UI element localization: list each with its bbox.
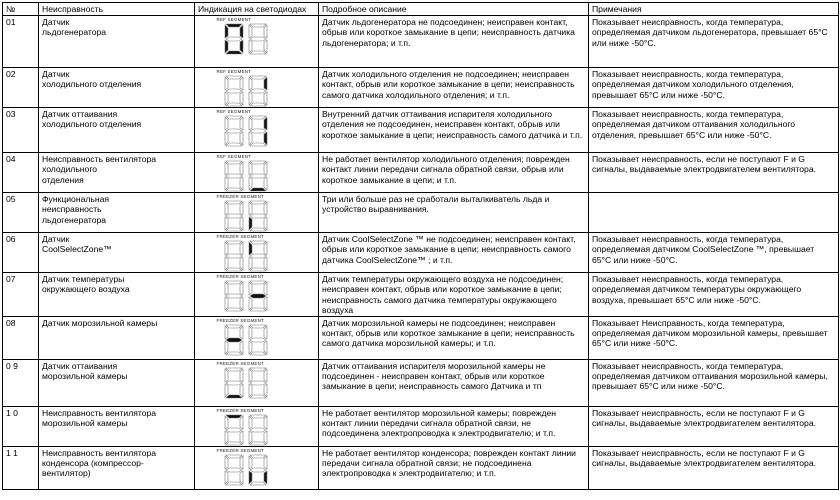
seven-segment-digits	[215, 160, 275, 193]
led-caption: FREEZER SEGMENT	[216, 408, 265, 414]
led-caption: REF SEGMENT	[216, 69, 252, 75]
fault-note: Показывает неисправность, если не поступают F и G сигналы, выдаваемые электродвигателем вентилятора.	[589, 153, 839, 193]
led-indication	[195, 447, 319, 490]
fault-description: Не работает вентилятор холодильного отделения; поврежден контакт линии передачи сигнала обратной связи, обрыв или короткое замыкание в цепи; и т.п.	[319, 153, 589, 193]
row-number: 05	[3, 193, 39, 233]
fault-description: Внутренний датчик оттаивания испарителя холодильного отделения не подсоединен, неисправен контакт, обрыв или короткое замыкание в цепи; неисправность самого датчика и т.п.	[319, 108, 589, 153]
fault-description: Датчик льдогенератора не подсоединен; неисправен контакт, обрыв или короткое замыкание в цепи; неисправность датчика льдогенератора; и т.п.	[319, 16, 589, 68]
led-indication	[195, 68, 319, 108]
fault-description: Датчик морозильной камеры не подсоединен; неисправен контакт, обрыв или короткое замыкание в цепи; неисправность самого датчика морозильной камеры; и т.п.	[319, 317, 589, 360]
fault-description: Датчик CoolSelectZone ™ не подсоединен; неисправен контакт, обрыв или короткое замыкание в цепи; неисправность самого датчика CoolSelectZone™ ; и т.п.	[319, 233, 589, 273]
fault-description: Датчик температуры окружающего воздуха не подсоединен; неисправен контакт, обрыв или короткое замыкание в цепи; неисправность самого датчика температуры окружающего воздуха	[319, 273, 589, 317]
table-row	[3, 317, 839, 360]
header-description: Подробное описание	[319, 3, 589, 16]
header-fault: Неисправность	[39, 3, 195, 16]
led-indication	[195, 153, 319, 193]
led-caption: REF SEGMENT	[216, 154, 252, 160]
row-number: 08	[3, 317, 39, 360]
row-number: 02	[3, 68, 39, 108]
fault-name: Датчик CoolSelectZone™	[39, 233, 195, 273]
row-number: 04	[3, 153, 39, 193]
row-number: 03	[3, 108, 39, 153]
row-number: 1 1	[3, 447, 39, 490]
fault-description: Датчик оттаивания испарителя морозильной камеры не подсоединен - неисправен контакт, обрыв или короткое замыкание в цепи; неисправность самого Датчика и тп	[319, 360, 589, 407]
fault-note: Показывает неисправность, когда температура, определяемая датчиком температуры окружающего воздуха, превышает 65°C или ниже -50°C.	[589, 273, 839, 317]
led-display	[215, 17, 299, 55]
header-indication: Индикация на светодиодах	[195, 3, 319, 16]
fault-name: Датчик холодильного отделения	[39, 68, 195, 108]
seven-segment-digits	[215, 23, 275, 56]
fault-note: Показывает неисправность, когда температура, определяемая датчиком холодильного отделения, превышает 65°C или ниже -50°C.	[589, 68, 839, 108]
fault-name: Датчик морозильной камеры	[39, 317, 195, 360]
fault-name: Датчик температуры окружающего воздуха	[39, 273, 195, 317]
fault-name: Неисправность вентилятора конденсора (компрессор- вентилятор)	[39, 447, 195, 490]
led-indication	[195, 16, 319, 68]
led-indication	[195, 360, 319, 407]
led-indication	[195, 407, 319, 447]
fault-name: Датчик оттаивания морозильной камеры	[39, 360, 195, 407]
led-caption: FREEZER SEGMENT	[216, 194, 265, 200]
seven-segment-digits	[215, 454, 275, 487]
table-row	[3, 233, 839, 273]
row-number: 0 9	[3, 360, 39, 407]
fault-note: Показывает неисправность, когда температура, определяемая датчиком оттаивания холодильного отделения, превышает 65°C или ниже -50°C.	[589, 108, 839, 153]
seven-segment-digits	[215, 414, 275, 447]
fault-description: Три или больше раз не сработали выталкиватель льда и устройство выравнивания.	[319, 193, 589, 233]
led-display	[215, 234, 299, 272]
fault-name: Датчик льдогенератора	[39, 16, 195, 68]
fault-description: Не работает вентилятор морозильной камеры; поврежден контакт линии передачи сигнала обратной связи, не подсоединена электропроводка к электродвигателю; и т.п.	[319, 407, 589, 447]
led-indication	[195, 108, 319, 153]
fault-note: Показывает неисправность, когда температура, определяемая датчиком льдогенератора, превышает 65°C или ниже -50°C.	[589, 16, 839, 68]
led-caption: FREEZER SEGMENT	[216, 361, 265, 367]
table-row	[3, 273, 839, 317]
led-display	[215, 361, 299, 399]
table-row	[3, 407, 839, 447]
seven-segment-digits	[215, 240, 275, 273]
fault-codes-table	[2, 2, 839, 490]
led-display	[215, 408, 299, 446]
led-caption: REF SEGMENT	[216, 17, 252, 23]
led-indication	[195, 317, 319, 360]
fault-note: Показывает неисправность, когда температура, определяемая датчиком оттаивания морозильной камеры, превышает 65°C или ниже -50°C.	[589, 360, 839, 407]
fault-name: Неисправность вентилятора холодильного отделения	[39, 153, 195, 193]
fault-name: Неисправность вентилятора морозильной камеры	[39, 407, 195, 447]
header-notes: Примечания	[589, 3, 839, 16]
seven-segment-digits	[215, 367, 275, 400]
fault-note: Показывает Неисправность, когда температура, определяемая датчиком морозильной камеры, превышает 65°C или ниже -50°C.	[589, 317, 839, 360]
led-display	[215, 154, 299, 192]
seven-segment-digits	[215, 75, 275, 108]
table-row	[3, 193, 839, 233]
fault-note: Показывает неисправность, если не поступают F и G сигналы, выдаваемые электродвигателем вентилятора.	[589, 447, 839, 490]
seven-segment-digits	[215, 200, 275, 233]
table-row	[3, 108, 839, 153]
seven-segment-digits	[215, 280, 275, 313]
led-display	[215, 318, 299, 356]
led-caption: FREEZER SEGMENT	[216, 448, 265, 454]
led-display	[215, 109, 299, 147]
led-caption: REF SEGMENT	[216, 109, 252, 115]
row-number: 01	[3, 16, 39, 68]
row-number: 06	[3, 233, 39, 273]
led-caption: FREEZER SEGMENT	[216, 234, 265, 240]
fault-description: Не работает вентилятор конденсора; поврежден контакт линии передачи сигнала обратной связи; не подсоединена электропроводка к электродвигателю; и т.п.	[319, 447, 589, 490]
led-indication	[195, 273, 319, 317]
led-display	[215, 448, 299, 486]
fault-name: Функциональная неисправность льдогенератора	[39, 193, 195, 233]
led-display	[215, 69, 299, 107]
led-caption: FREEZER SEGMENT	[216, 274, 265, 280]
table-row	[3, 153, 839, 193]
header-num: №	[3, 3, 39, 16]
led-display	[215, 274, 299, 312]
fault-note: Показывает неисправность, если не поступают F и G сигналы, выдаваемые электродвигателем вентилятора.	[589, 407, 839, 447]
led-caption: FREEZER SEGMENT	[216, 318, 265, 324]
fault-note	[589, 193, 839, 233]
table-row	[3, 447, 839, 490]
header-row	[3, 3, 839, 16]
led-indication	[195, 193, 319, 233]
seven-segment-digits	[215, 115, 275, 148]
seven-segment-digits	[215, 324, 275, 357]
fault-description: Датчик холодильного отделения не подсоединен; неисправен контакт, обрыв или короткое замыкание в цепи; неисправность самого датчика холодильного отделения; и т.п.	[319, 68, 589, 108]
led-display	[215, 194, 299, 232]
led-indication	[195, 233, 319, 273]
table-row	[3, 360, 839, 407]
row-number: 1 0	[3, 407, 39, 447]
fault-note: Показывает неисправность, когда температура, определяемая датчиком CoolSelectZone ™, превышает 65°C или ниже -50°C.	[589, 233, 839, 273]
fault-name: Датчик оттаивания холодильного отделения	[39, 108, 195, 153]
table-row	[3, 16, 839, 68]
table-row	[3, 68, 839, 108]
row-number: 07	[3, 273, 39, 317]
